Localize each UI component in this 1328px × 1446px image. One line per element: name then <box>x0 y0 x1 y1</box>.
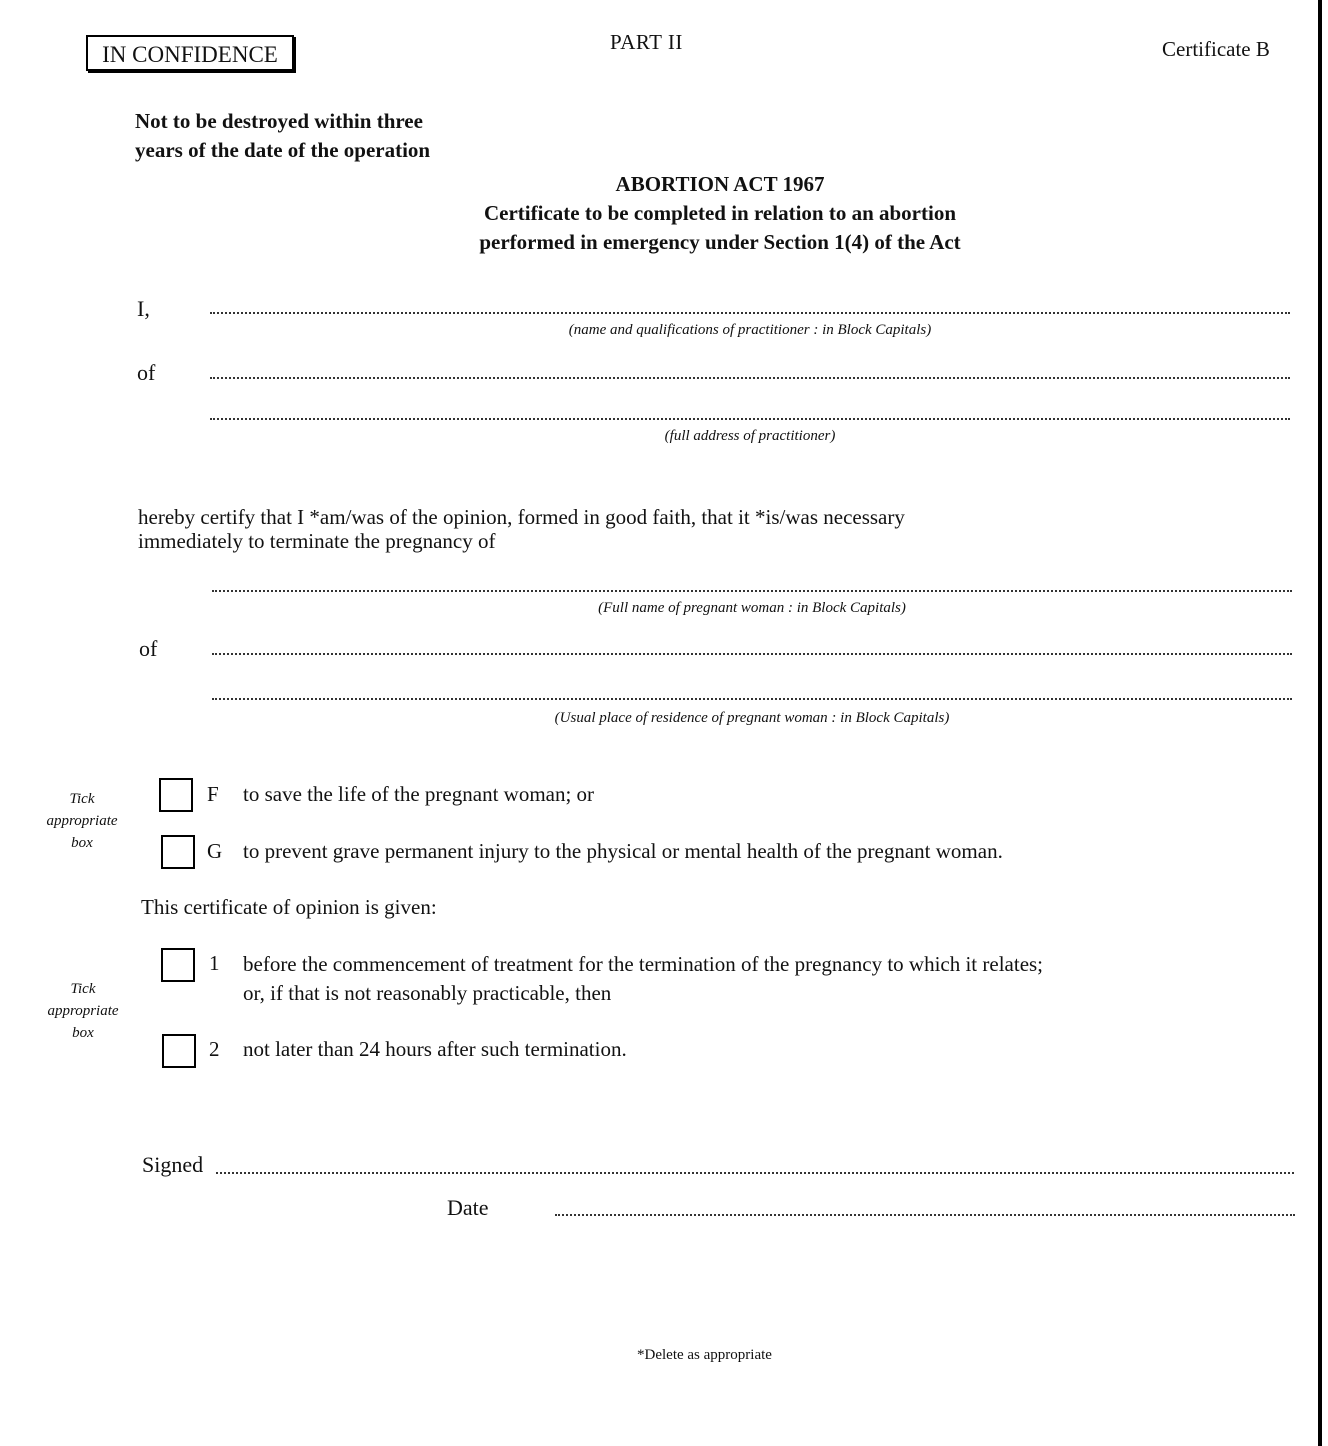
retention-note <box>135 107 430 165</box>
ground-g-text: to prevent grave permanent injury to the physical or mental health of the pregnant woman. <box>243 839 1003 863</box>
checkbox-timing-1[interactable] <box>161 948 195 982</box>
title-line-2: performed in emergency under Section 1(4) of the Act <box>479 230 961 254</box>
woman-residence-field-2[interactable] <box>212 698 1292 700</box>
ground-f-text: to save the life of the pregnant woman; or <box>243 782 595 806</box>
part-label: PART II <box>610 30 683 54</box>
signed-label: Signed <box>142 1152 204 1177</box>
retention-line-2: years of the date of the operation <box>135 138 431 162</box>
act-title: ABORTION ACT 1967 <box>615 172 825 196</box>
label-of-practitioner: of <box>137 360 156 385</box>
page-edge-line <box>1318 0 1322 1446</box>
signature-field[interactable] <box>216 1172 1294 1174</box>
practitioner-address-field-2[interactable] <box>210 418 1290 420</box>
certify-statement <box>138 505 905 553</box>
timing-1-line-2: or, if that is not reasonably practicable, then <box>243 981 612 1005</box>
certificate-label: Certificate B <box>1162 37 1270 61</box>
certify-line-2: immediately to terminate the pregnancy of <box>138 529 496 553</box>
woman-residence-field-1[interactable] <box>212 653 1292 655</box>
ground-f-letter: F <box>207 782 219 806</box>
in-confidence-box: IN CONFIDENCE <box>86 35 294 71</box>
footnote: *Delete as appropriate <box>637 1347 772 1363</box>
title-line-1: Certificate to be completed in relation to an abortion <box>483 201 957 225</box>
practitioner-name-field[interactable] <box>210 312 1290 314</box>
timing-2-text: not later than 24 hours after such termination. <box>243 1037 627 1061</box>
tick-note-grounds: Tick appropriate box <box>46 791 118 851</box>
timing-1-number: 1 <box>209 951 220 975</box>
timing-intro: This certificate of opinion is given: <box>141 895 437 919</box>
checkbox-timing-2[interactable] <box>162 1034 196 1068</box>
tick-note-timing: Tick appropriate box <box>47 981 119 1041</box>
ground-g-letter: G <box>207 839 223 863</box>
form-title <box>400 170 1040 257</box>
checkbox-ground-g[interactable] <box>161 835 195 869</box>
woman-residence-caption: (Usual place of residence of pregnant woman : in Block Capitals) <box>554 710 950 726</box>
retention-line-1: Not to be destroyed within three <box>135 109 423 133</box>
practitioner-name-caption: (name and qualifications of practitioner : in Block Capitals) <box>568 322 932 338</box>
timing-1-text <box>243 950 1043 1008</box>
date-field[interactable] <box>555 1214 1295 1216</box>
timing-2-number: 2 <box>209 1037 220 1061</box>
woman-name-caption: (Full name of pregnant woman : in Block Capitals) <box>598 600 906 616</box>
checkbox-ground-f[interactable] <box>159 778 193 812</box>
timing-1-line-1: before the commencement of treatment for the termination of the pregnancy to which it relates; <box>243 952 1044 976</box>
label-i: I, <box>137 296 150 321</box>
date-label: Date <box>447 1195 489 1220</box>
label-of-woman: of <box>139 636 158 661</box>
practitioner-address-caption: (full address of practitioner) <box>664 428 836 444</box>
practitioner-address-field-1[interactable] <box>210 377 1290 379</box>
woman-name-field[interactable] <box>212 590 1292 592</box>
certify-line-1: hereby certify that I *am/was of the opinion, formed in good faith, that it *is/was necessary <box>138 505 905 529</box>
